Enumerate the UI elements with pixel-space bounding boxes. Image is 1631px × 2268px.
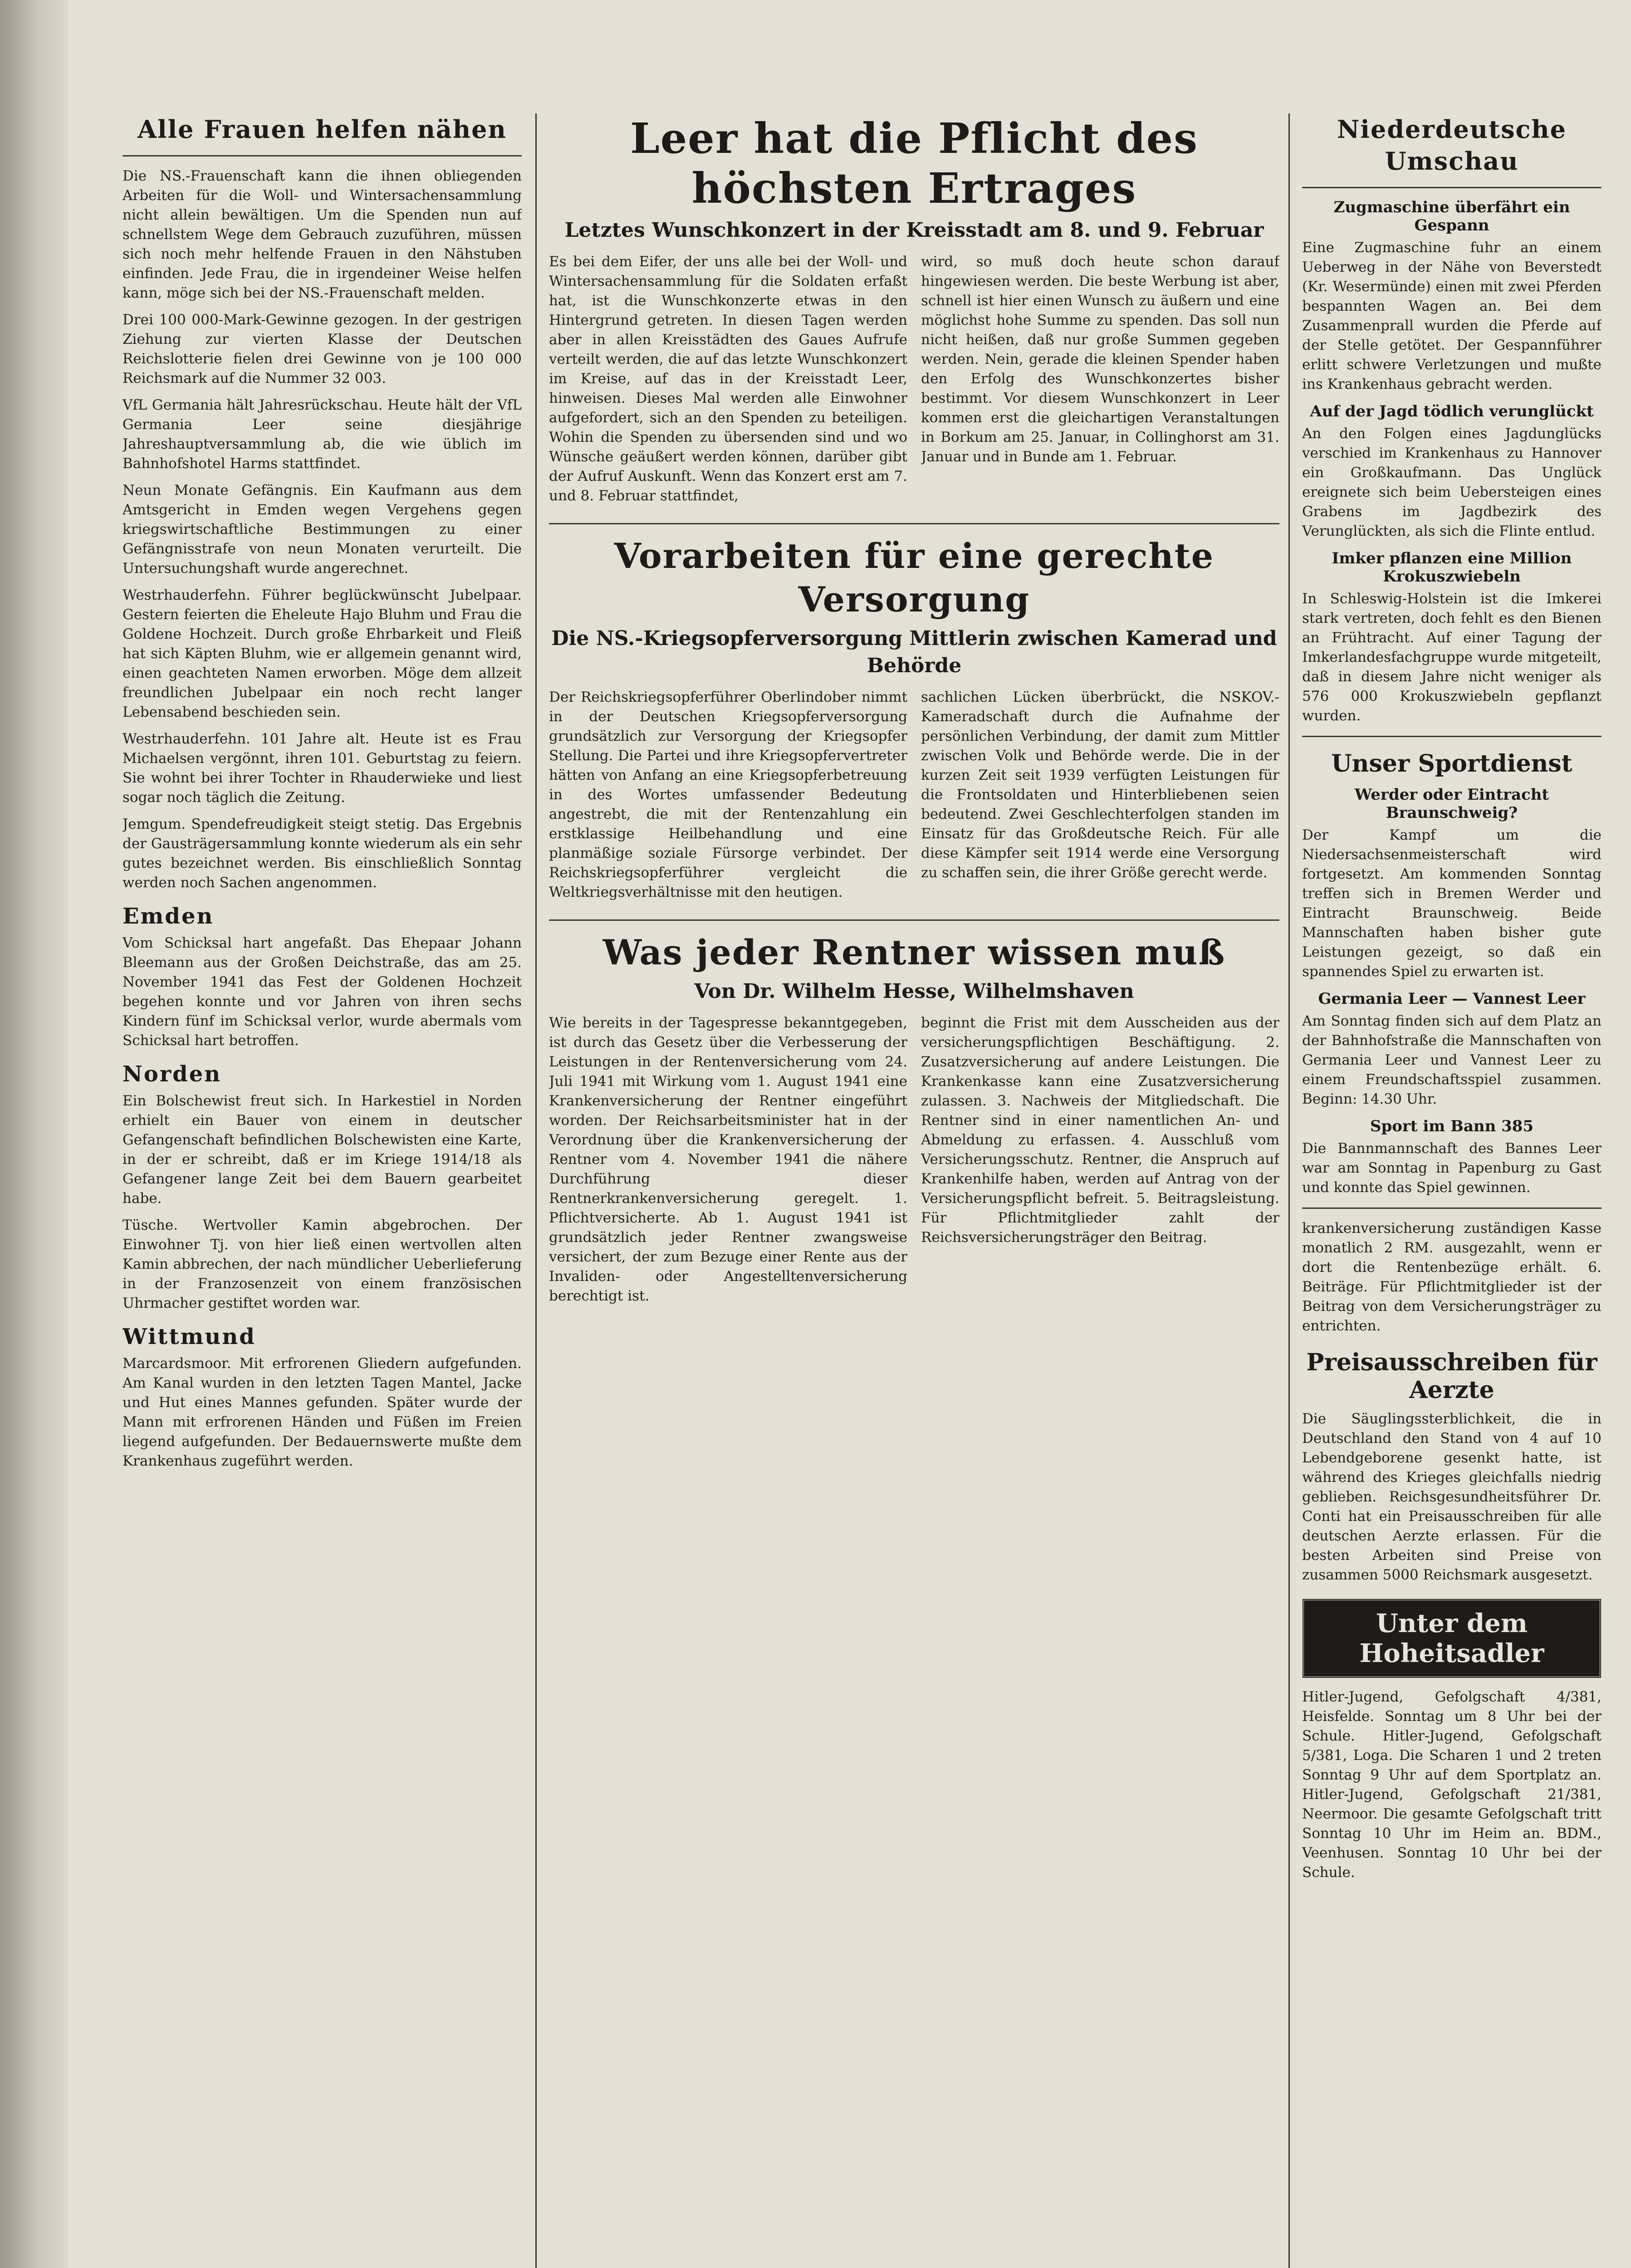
article-paragraph: In Schleswig-Holstein ist die Imkerei stark vertreten, doch fehlt es den Bienen an Frühtracht. Auf einer Tagung der Imkerlandesfachgruppe wurde mitgeteilt, daß in diesem Jahre nicht weniger als 576 000 Krokuszwiebeln gepflanzt wurden. — [1302, 591, 1602, 724]
article-body — [549, 1013, 1279, 1313]
article-paragraph: Westrhauderfehn. 101 Jahre alt. Heute ist es Frau Michaelsen vergönnt, ihren 101. Geburtstag zu feiern. Sie wohnt bei ihrer Tochter in Rhauderwieke und liest sogar noch täglich die Zeitung. — [122, 731, 522, 806]
article-paragraph: Tüsche. Wertvoller Kamin abgebrochen. Der Einwohner Tj. von hier ließ einen wertvollen alten Kamin abbrechen, der nach mündlicher Ueberlieferung in der Franzosenzeit von einem französischen Uhrmacher gestiftet worden war. — [122, 1217, 522, 1311]
scan-binding-edge — [0, 0, 68, 2268]
article-title: Zugmaschine überfährt ein Gespann — [1333, 198, 1570, 235]
third-headline: Was jeder Rentner wissen muß — [602, 932, 1226, 973]
article-body — [549, 688, 1279, 909]
article-paragraph: Die Bannmannschaft des Bannes Leer war am Sonntag in Papenburg zu Gast und konnte das Spiel gewinnen. — [1302, 1140, 1602, 1196]
article-paragraph: Jemgum. Spendefreudigkeit steigt stetig. Das Ergebnis der Gausträgersammlung konnte wiederum als ein sehr gutes bezeichnet werden. Bis einschließlich Sonntag werden noch Sachen angenommen. — [122, 816, 522, 891]
article-paragraph: Westrhauderfehn. Führer beglückwünscht Jubelpaar. Gestern feierten die Eheleute Hajo Bluhm und Frau die Goldene Hochzeit. Durch große Ehrbarkeit und Fleiß hat sich Käpten Bluhm, wie er allgemein genannt wird, einen geachteten Namen erworben. Möge dem allzeit freundlichen Jubelpaar ein noch recht langer Lebensabend beschieden sein. — [122, 587, 522, 720]
article-paragraph: An den Folgen eines Jagdunglücks verschied im Krankenhaus zu Hannover ein Großkaufmann. Das Unglück ereignete sich beim Uebersteigen eines Grabens im Jagdbezirk des Verunglückten, als sich die Flinte entlud. — [1302, 425, 1602, 539]
article-paragraph: Der Kampf um die Niedersachsenmeisterschaft wird fortgesetzt. Am kommenden Sonntag treffen sich in Bremen Werder und Eintracht Braunschweig. Beide Mannschaften haben bisher gute Leistungen gezeigt, so daß ein spannendes Spiel zu erwarten ist. — [1302, 827, 1602, 980]
main-subheadline: Letztes Wunschkonzert in der Kreisstadt am 8. und 9. Februar — [564, 219, 1264, 242]
article-paragraph: Wie bereits in der Tagespresse bekanntgegeben, ist durch das Gesetz über die Verbesserung der Leistungen in der Rentenversicherung vom 24. Juli 1941 mit Wirkung vom 1. August 1941 eine Krankenversicherung der Rentner eingeführt worden. Der Reichsarbeitsminister hat in der Verordnung über die Krankenversicherung der Rentner vom 4. November 1941 die nähere Durchführung dieser Rentnerkrankenversicherung geregelt. 1. Pflichtversicherte. Ab 1. August 1941 ist grundsätzlich jeder Rentner zwangsweise versichert, der zum Bezuge einer Rente aus der Invaliden- oder Angestelltenversicherung berechtigt ist. — [549, 1015, 907, 1304]
divider — [549, 523, 1279, 524]
divider — [1302, 1207, 1602, 1209]
middle-column — [549, 113, 1279, 2268]
article-paragraph: VfL Germania hält Jahresrückschau. Heute hält der VfL Germania Leer seine diesjährige Jahreshauptversammlung ab, die wie üblich im Bahnhofshotel Harms stattfindet. — [122, 397, 522, 472]
byline: Von Dr. Wilhelm Hesse, Wilhelmshaven — [694, 980, 1134, 1003]
column-rule — [1288, 113, 1290, 2268]
article-paragraph: Die NS.-Frauenschaft kann die ihnen obliegenden Arbeiten für die Woll- und Wintersachensammlung nicht allein bewältigen. Um die Spenden nun auf schnellstem Wege dem Gebrauch zuzuführen, müssen sich noch mehr helfende Frauen in den Nähstuben einfinden. Jede Frau, die in irgendeiner Weise helfen kann, möge sich bei der NS.-Frauenschaft melden. — [122, 168, 522, 301]
newspaper-page — [68, 0, 1631, 2268]
sport-section-title: Unser Sportdienst — [1331, 750, 1572, 777]
article-paragraph: Die Säuglingssterblichkeit, die in Deutschland den Stand von 4 auf 10 Lebendgeborene gesenkt hatte, ist während des Krieges gleichfalls niedrig geblieben. Reichsgesundheitsführer Dr. Conti hat ein Preisausschreiben für alle deutschen Aerzte erlassen. Für die besten Arbeiten sind Preise von zusammen 5000 Reichsmark ausgesetzt. — [1302, 1411, 1602, 1583]
second-headline: Vorarbeiten für eine gerechte Versorgung — [614, 536, 1215, 620]
article-paragraph: krankenversicherung zuständigen Kasse monatlich 2 RM. ausgezahlt, wenn er dort die Rentenbezüge erhält. 6. Beiträge. Für Pflichtmitglieder ist der Beitrag von dem Versicherungsträger zu entrichten. — [1302, 1220, 1602, 1334]
divider — [1302, 736, 1602, 737]
second-subheadline: Die NS.-Kriegsopferversorgung Mittlerin zwischen Kamerad und Behörde — [551, 627, 1277, 677]
article-title: Germania Leer — Vannest Leer — [1318, 990, 1586, 1008]
left-column — [122, 113, 522, 2268]
article-paragraph: beginnt die Frist mit dem Ausscheiden aus der versicherungspflichtigen Beschäftigung. 2. Zusatzversicherung auf andere Leistungen. Die Krankenkasse kann eine Zusatzversicherung zulassen. 3. Nachweis der Mitgliedschaft. Die Rentner sind in einer namentlichen An- und Abmeldung zu erfassen. 4. Ausschluß vom Versicherungsschutz. Rentner, die Anspruch auf Krankenhilfe haben, werden auf Antrag von der Versicherungspflicht befreit. 5. Beitragsleistung. Für Pflichtmitglieder zahlt der Reichsversicherungsträger den Beitrag. — [921, 1015, 1279, 1246]
article-paragraph: Marcardsmoor. Mit erfrorenen Gliedern aufgefunden. Am Kanal wurden in den letzten Tagen Mantel, Jacke und Hut eines Mannes gefunden. Später wurde der Mann mit erfrorenen Händen und Füßen im Freien liegend aufgefunden. Der Bedauernswerte mußte dem Krankenhaus zugeführt werden. — [122, 1355, 522, 1469]
article-paragraph: Eine Zugmaschine fuhr an einem Ueberweg in der Nähe von Beverstedt (Kr. Wesermünde) einen mit zwei Pferden bespannten Wagen an. Bei dem Zusammenprall wurden die Pferde auf der Stelle getötet. Der Gespannführer erlitt schwere Verletzungen und mußte ins Krankenhaus gebracht werden. — [1302, 240, 1602, 392]
article-paragraph: Neun Monate Gefängnis. Ein Kaufmann aus dem Amtsgericht in Emden wegen Vergehens gegen kriegswirtschaftliche Bestimmungen zu einer Gefängnisstrafe von neun Monaten verurteilt. Die Untersuchungshaft wurde angerechnet. — [122, 482, 522, 577]
article-paragraph: Der Reichskriegsopferführer Oberlindober nimmt in der Deutschen Kriegsopferversorgung grundsätzlich zur Versorgung der Kriegsopfer Stellung. Die Partei und ihre Kriegsopfervertreter hätten von Anfang an eine Kriegsopferbetreuung in des Wortes umfassender Bedeutung angestrebt, die mit der Rentenzahlung ein erstklassige Heilbehandlung und eine planmäßige soziale Fürsorge verbindet. Der Reichskriegsopferführer vergleicht die Weltkriegsverhältnisse mit den heutigen. — [549, 689, 907, 900]
article-body — [549, 252, 1279, 513]
divider — [1302, 187, 1602, 188]
article-title: Imker pflanzen eine Million Krokuszwiebeln — [1332, 549, 1572, 586]
left-headline: Alle Frauen helfen nähen — [137, 115, 507, 144]
location-heading-emden: Emden — [122, 904, 214, 929]
location-heading-norden: Norden — [122, 1061, 222, 1087]
article-paragraph: Vom Schicksal hart angefaßt. Das Ehepaar Johann Bleemann aus der Großen Deichstraße, das am 25. November 1941 das Fest der Goldenen Hochzeit begehen konnte und vor Jahren von ihren sechs Kindern fünf im Schicksal verlor, wurde abermals vom Schicksal hart betroffen. — [122, 935, 522, 1049]
article-paragraph: Ein Bolschewist freut sich. In Harkestiel in Norden erhielt ein Bauer von einem in deutscher Gefangenschaft befindlichen Bolschewisten eine Karte, in der er schreibt, daß er im Kriege 1914/18 als Gefangener lange Zeit bei dem Bauern gearbeitet habe. — [122, 1093, 522, 1207]
article-paragraph: sachlichen Lücken überbrückt, die NSKOV.-Kameradschaft durch die Aufnahme der persönlichen Verbindung, der damit zum Mittler zwischen Volk und Behörde werde. Die in der kurzen Zeit seit 1939 verfügten Leistungen für die Frontsoldaten und Hinterbliebenen seien bedeutend. Zwei Geschlechterfolgen standen im Einsatz für das Großdeutsche Reich. Für alle diese Kämpfer seit 1914 werde eine Versorgung zu schaffen sein, die ihrer Größe gerecht werde. — [921, 689, 1279, 881]
article-title: Sport im Bann 385 — [1370, 1117, 1534, 1135]
article-paragraph: Am Sonntag finden sich auf dem Platz an der Bahnhofstraße die Mannschaften von Germania Leer und Vannest Leer zu einem Freundschaftsspiel zusammen. Beginn: 14.30 Uhr. — [1302, 1013, 1602, 1107]
article-title: Preisausschreiben für Aerzte — [1306, 1349, 1597, 1404]
section-banner: Unter dem Hoheitsadler — [1302, 1598, 1602, 1678]
article-title: Auf der Jagd tödlich verunglückt — [1310, 402, 1594, 420]
article-paragraph: Hitler-Jugend, Gefolgschaft 4/381, Heisfelde. Sonntag um 8 Uhr bei der Schule. Hitler-Jugend, Gefolgschaft 5/381, Loga. Die Scharen 1 und 2 treten Sonntag 9 Uhr auf dem Sportplatz an. Hitler-Jugend, Gefolgschaft 21/381, Neermoor. Die gesamte Gefolgschaft tritt Sonntag 10 Uhr im Heim an. BDM., Veenhusen. Sonntag 10 Uhr bei der Schule. — [1302, 1689, 1602, 1881]
article-title: Werder oder Eintracht Braunschweig? — [1354, 786, 1549, 822]
article-paragraph: Drei 100 000-Mark-Gewinne gezogen. In der gestrigen Ziehung zur vierten Klasse der Deutschen Reichslotterie fielen drei Gewinne von je 100 000 Reichsmark auf die Nummer 32 003. — [122, 312, 522, 386]
divider — [122, 155, 522, 156]
article-paragraph: Es bei dem Eifer, der uns alle bei der Woll- und Wintersachensammlung für die Soldaten erfaßt hat, ist die Wunschkonzerte etwas in den Hintergrund getreten. In diesen Tagen werden aber in allen Kreisstädten des Gaues Aufrufe verteilt werden, die auf das letzte Wunschkonzert im Kreise, auf das in der Kreisstadt Leer, hinweisen. Dieses Mal werden alle Einwohner aufgefordert, sich an den Spenden zu beteiligen. Wohin die Spenden zu übersenden sind und wo Wünsche geäußert werden können, darüber gibt der Aufruf Auskunft. Wenn das Konzert erst am 7. und 8. Februar stattfindet, — [549, 254, 907, 504]
location-heading-wittmund: Wittmund — [122, 1324, 256, 1349]
column-rule — [535, 113, 537, 2268]
right-column — [1302, 113, 1602, 2268]
article-paragraph: wird, so muß doch heute schon darauf hingewiesen werden. Die beste Werbung ist aber, schnell ist hier einen Wunsch zu äußern und eine möglichst hohe Summe zu spenden. Das soll nun nicht heißen, daß nur große Summen gegeben werden. Nein, gerade die kleinen Spender haben den Erfolg des Wunschkonzertes bisher bestimmt. Vor diesem Wunschkonzert in Leer kommen erst die gleichartigen Veranstaltungen in Borkum am 25. Januar, in Collinghorst am 31. Januar und in Bunde am 1. Februar. — [921, 254, 1279, 465]
main-headline: Leer hat die Pflicht des höchsten Ertrages — [630, 114, 1198, 213]
divider — [549, 919, 1279, 921]
right-headline: Niederdeutsche Umschau — [1337, 115, 1567, 176]
